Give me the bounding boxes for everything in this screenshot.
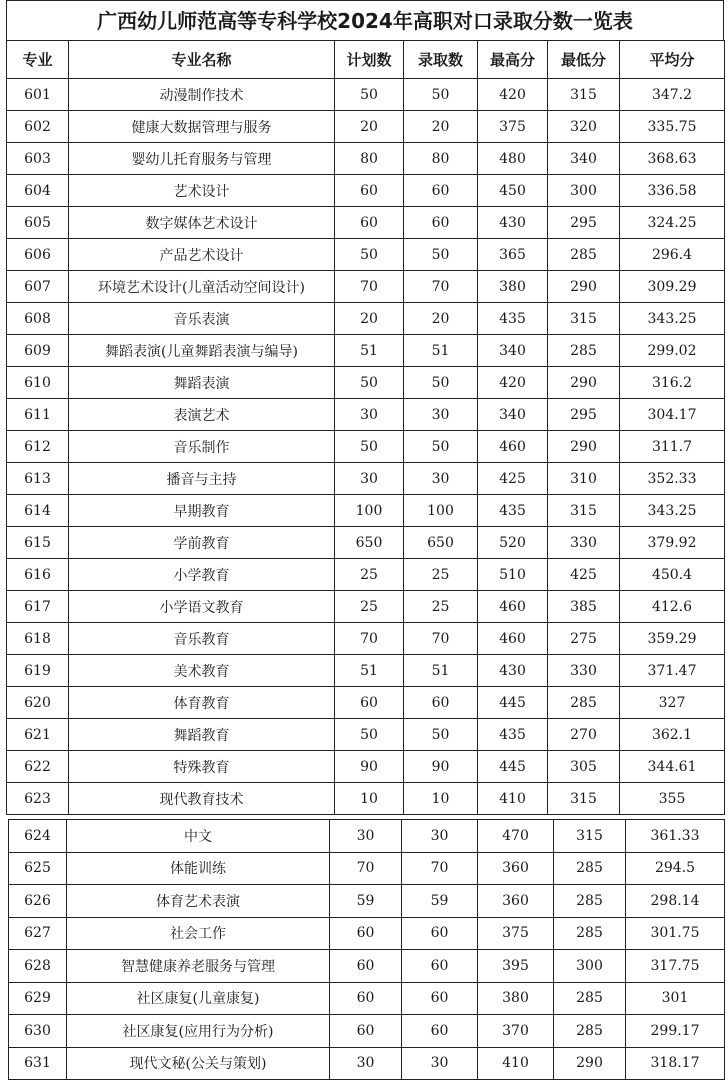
min-score-cell: 285 [548,335,620,367]
table-row [7,623,725,655]
table-row [7,783,725,815]
max-score-cell: 380 [478,982,554,1015]
min-score-cell: 290 [548,271,620,303]
admitted-count-cell: 50 [404,79,478,111]
major-name-cell: 智慧健康养老服务与管理 [67,950,330,983]
admitted-count-cell: 50 [404,367,478,399]
min-score-cell: 285 [554,885,626,918]
admitted-count-cell: 25 [404,559,478,591]
max-score-cell: 430 [478,207,548,239]
table-row [7,495,725,527]
major-code-cell: 603 [7,143,69,175]
major-name-cell: 环境艺术设计(儿童活动空间设计) [69,271,335,303]
major-name-cell: 舞蹈表演 [69,367,335,399]
max-score-cell: 450 [478,175,548,207]
admitted-count-cell: 50 [404,719,478,751]
average-score-cell: 318.17 [626,1047,725,1080]
average-score-cell: 324.25 [620,207,725,239]
major-code-cell: 620 [7,687,69,719]
major-code-cell: 614 [7,495,69,527]
min-score-cell: 315 [548,495,620,527]
average-score-cell: 359.29 [620,623,725,655]
table-row [7,719,725,751]
admitted-count-cell: 70 [402,852,478,885]
max-score-cell: 470 [478,820,554,853]
planned-count-cell: 51 [335,335,404,367]
major-code-cell: 613 [7,463,69,495]
admitted-count-cell: 20 [404,111,478,143]
major-name-cell: 音乐表演 [69,303,335,335]
major-name-cell: 体育教育 [69,687,335,719]
major-code-cell: 621 [7,719,69,751]
min-score-cell: 275 [548,623,620,655]
column-header-major-name: 专业名称 [69,41,335,79]
average-score-cell: 379.92 [620,527,725,559]
major-name-cell: 早期教育 [69,495,335,527]
average-score-cell: 304.17 [620,399,725,431]
planned-count-cell: 80 [335,143,404,175]
admitted-count-cell: 60 [404,207,478,239]
admission-table-part-1 [6,40,725,815]
min-score-cell: 385 [548,591,620,623]
column-header-major-code: 专业 [7,41,69,79]
admitted-count-cell: 50 [404,239,478,271]
table-row [9,982,725,1015]
admitted-count-cell: 60 [404,687,478,719]
admitted-count-cell: 30 [404,463,478,495]
major-name-cell: 社会工作 [67,917,330,950]
min-score-cell: 315 [548,79,620,111]
major-code-cell: 615 [7,527,69,559]
min-score-cell: 300 [554,950,626,983]
table-row [7,399,725,431]
average-score-cell: 301 [626,982,725,1015]
min-score-cell: 315 [548,303,620,335]
major-code-cell: 626 [9,885,67,918]
planned-count-cell: 50 [335,431,404,463]
min-score-cell: 295 [548,399,620,431]
planned-count-cell: 30 [330,1047,402,1080]
planned-count-cell: 50 [335,239,404,271]
major-code-cell: 630 [9,1015,67,1048]
admitted-count-cell: 51 [404,655,478,687]
average-score-cell: 294.5 [626,852,725,885]
max-score-cell: 410 [478,783,548,815]
admitted-count-cell: 20 [404,303,478,335]
max-score-cell: 340 [478,399,548,431]
max-score-cell: 340 [478,335,548,367]
average-score-cell: 347.2 [620,79,725,111]
table-row [9,820,725,853]
planned-count-cell: 50 [335,719,404,751]
average-score-cell: 301.75 [626,917,725,950]
min-score-cell: 285 [554,982,626,1015]
max-score-cell: 435 [478,495,548,527]
max-score-cell: 420 [478,79,548,111]
max-score-cell: 375 [478,917,554,950]
max-score-cell: 365 [478,239,548,271]
max-score-cell: 370 [478,1015,554,1048]
max-score-cell: 480 [478,143,548,175]
min-score-cell: 270 [548,719,620,751]
max-score-cell: 425 [478,463,548,495]
max-score-cell: 520 [478,527,548,559]
major-name-cell: 现代教育技术 [69,783,335,815]
planned-count-cell: 60 [330,950,402,983]
major-name-cell: 艺术设计 [69,175,335,207]
average-score-cell: 335.75 [620,111,725,143]
major-name-cell: 社区康复(儿童康复) [67,982,330,1015]
max-score-cell: 460 [478,431,548,463]
min-score-cell: 315 [554,820,626,853]
major-code-cell: 628 [9,950,67,983]
major-code-cell: 609 [7,335,69,367]
average-score-cell: 344.61 [620,751,725,783]
planned-count-cell: 650 [335,527,404,559]
min-score-cell: 305 [548,751,620,783]
column-header-admitted-count: 录取数 [404,41,478,79]
major-code-cell: 612 [7,431,69,463]
average-score-cell: 316.2 [620,367,725,399]
admitted-count-cell: 60 [402,1015,478,1048]
admitted-count-cell: 70 [404,623,478,655]
major-name-cell: 播音与主持 [69,463,335,495]
major-code-cell: 616 [7,559,69,591]
planned-count-cell: 50 [335,367,404,399]
min-score-cell: 290 [548,431,620,463]
table-row [7,79,725,111]
major-code-cell: 611 [7,399,69,431]
table-title: 广西幼儿师范高等专科学校2024年高职对口录取分数一览表 [6,0,724,40]
average-score-cell: 371.47 [620,655,725,687]
major-name-cell: 表演艺术 [69,399,335,431]
admitted-count-cell: 650 [404,527,478,559]
major-code-cell: 608 [7,303,69,335]
planned-count-cell: 60 [330,1015,402,1048]
major-code-cell: 618 [7,623,69,655]
admitted-count-cell: 60 [402,950,478,983]
min-score-cell: 300 [548,175,620,207]
planned-count-cell: 25 [335,591,404,623]
major-name-cell: 数字媒体艺术设计 [69,207,335,239]
average-score-cell: 355 [620,783,725,815]
table-row [7,431,725,463]
major-name-cell: 舞蹈表演(儿童舞蹈表演与编导) [69,335,335,367]
admitted-count-cell: 60 [402,917,478,950]
max-score-cell: 460 [478,591,548,623]
major-code-cell: 624 [9,820,67,853]
max-score-cell: 360 [478,885,554,918]
major-code-cell: 617 [7,591,69,623]
table-row [7,143,725,175]
max-score-cell: 375 [478,111,548,143]
major-code-cell: 629 [9,982,67,1015]
planned-count-cell: 70 [335,623,404,655]
table-row [9,1047,725,1080]
planned-count-cell: 20 [335,111,404,143]
max-score-cell: 420 [478,367,548,399]
major-code-cell: 619 [7,655,69,687]
major-name-cell: 音乐教育 [69,623,335,655]
planned-count-cell: 60 [335,687,404,719]
min-score-cell: 290 [548,367,620,399]
planned-count-cell: 59 [330,885,402,918]
max-score-cell: 445 [478,751,548,783]
table-row [9,950,725,983]
average-score-cell: 362.1 [620,719,725,751]
admitted-count-cell: 60 [402,982,478,1015]
major-name-cell: 学前教育 [69,527,335,559]
admitted-count-cell: 70 [404,271,478,303]
min-score-cell: 285 [554,852,626,885]
planned-count-cell: 60 [330,917,402,950]
table-row [7,239,725,271]
major-code-cell: 610 [7,367,69,399]
planned-count-cell: 51 [335,655,404,687]
major-code-cell: 622 [7,751,69,783]
table-row [7,655,725,687]
admitted-count-cell: 10 [404,783,478,815]
planned-count-cell: 50 [335,79,404,111]
column-header-max-score: 最高分 [478,41,548,79]
average-score-cell: 361.33 [626,820,725,853]
major-name-cell: 特殊教育 [69,751,335,783]
average-score-cell: 299.17 [626,1015,725,1048]
table-row [9,885,725,918]
major-code-cell: 625 [9,852,67,885]
admitted-count-cell: 80 [404,143,478,175]
table-row [7,527,725,559]
column-header-planned-count: 计划数 [335,41,404,79]
major-name-cell: 舞蹈教育 [69,719,335,751]
major-code-cell: 606 [7,239,69,271]
max-score-cell: 510 [478,559,548,591]
planned-count-cell: 30 [335,399,404,431]
major-name-cell: 美术教育 [69,655,335,687]
table-row [7,207,725,239]
table-row [7,687,725,719]
major-name-cell: 音乐制作 [69,431,335,463]
admitted-count-cell: 60 [404,175,478,207]
table-row [9,852,725,885]
planned-count-cell: 100 [335,495,404,527]
average-score-cell: 352.33 [620,463,725,495]
average-score-cell: 317.75 [626,950,725,983]
average-score-cell: 311.7 [620,431,725,463]
average-score-cell: 412.6 [620,591,725,623]
table-row [7,751,725,783]
major-name-cell: 现代文秘(公关与策划) [67,1047,330,1080]
average-score-cell: 296.4 [620,239,725,271]
major-code-cell: 604 [7,175,69,207]
average-score-cell: 299.02 [620,335,725,367]
major-name-cell: 动漫制作技术 [69,79,335,111]
table-row [7,271,725,303]
average-score-cell: 298.14 [626,885,725,918]
max-score-cell: 380 [478,271,548,303]
major-code-cell: 605 [7,207,69,239]
min-score-cell: 310 [548,463,620,495]
max-score-cell: 445 [478,687,548,719]
average-score-cell: 327 [620,687,725,719]
planned-count-cell: 70 [330,852,402,885]
min-score-cell: 315 [548,783,620,815]
min-score-cell: 285 [548,687,620,719]
major-code-cell: 601 [7,79,69,111]
major-name-cell: 体育艺术表演 [67,885,330,918]
planned-count-cell: 20 [335,303,404,335]
major-name-cell: 社区康复(应用行为分析) [67,1015,330,1048]
admitted-count-cell: 25 [404,591,478,623]
major-code-cell: 631 [9,1047,67,1080]
table-row [7,303,725,335]
major-name-cell: 小学教育 [69,559,335,591]
admitted-count-cell: 50 [404,431,478,463]
table-row [9,917,725,950]
column-header-average-score: 平均分 [620,41,725,79]
min-score-cell: 330 [548,527,620,559]
planned-count-cell: 30 [335,463,404,495]
planned-count-cell: 25 [335,559,404,591]
planned-count-cell: 70 [335,271,404,303]
planned-count-cell: 10 [335,783,404,815]
max-score-cell: 410 [478,1047,554,1080]
min-score-cell: 285 [554,1015,626,1048]
major-code-cell: 627 [9,917,67,950]
major-name-cell: 小学语文教育 [69,591,335,623]
planned-count-cell: 60 [335,207,404,239]
average-score-cell: 309.29 [620,271,725,303]
major-code-cell: 623 [7,783,69,815]
major-name-cell: 婴幼儿托育服务与管理 [69,143,335,175]
average-score-cell: 368.63 [620,143,725,175]
min-score-cell: 285 [548,239,620,271]
table-row [9,1015,725,1048]
min-score-cell: 330 [548,655,620,687]
min-score-cell: 295 [548,207,620,239]
table-row [7,591,725,623]
max-score-cell: 435 [478,719,548,751]
max-score-cell: 395 [478,950,554,983]
min-score-cell: 285 [554,917,626,950]
admitted-count-cell: 30 [402,820,478,853]
planned-count-cell: 60 [330,982,402,1015]
min-score-cell: 425 [548,559,620,591]
admission-table-part-2 [8,819,725,1080]
min-score-cell: 340 [548,143,620,175]
min-score-cell: 320 [548,111,620,143]
max-score-cell: 460 [478,623,548,655]
table-row [7,175,725,207]
major-code-cell: 602 [7,111,69,143]
average-score-cell: 343.25 [620,495,725,527]
average-score-cell: 450.4 [620,559,725,591]
admitted-count-cell: 51 [404,335,478,367]
major-name-cell: 产品艺术设计 [69,239,335,271]
admitted-count-cell: 100 [404,495,478,527]
major-name-cell: 健康大数据管理与服务 [69,111,335,143]
admitted-count-cell: 30 [404,399,478,431]
header-row [7,41,725,79]
table-row [7,335,725,367]
major-code-cell: 607 [7,271,69,303]
planned-count-cell: 30 [330,820,402,853]
column-header-min-score: 最低分 [548,41,620,79]
admitted-count-cell: 59 [402,885,478,918]
average-score-cell: 336.58 [620,175,725,207]
table-row [7,559,725,591]
major-name-cell: 体能训练 [67,852,330,885]
min-score-cell: 290 [554,1047,626,1080]
max-score-cell: 435 [478,303,548,335]
admitted-count-cell: 30 [402,1047,478,1080]
table-row [7,367,725,399]
planned-count-cell: 60 [335,175,404,207]
average-score-cell: 343.25 [620,303,725,335]
admitted-count-cell: 90 [404,751,478,783]
major-name-cell: 中文 [67,820,330,853]
max-score-cell: 430 [478,655,548,687]
planned-count-cell: 90 [335,751,404,783]
table-row [7,111,725,143]
max-score-cell: 360 [478,852,554,885]
table-row [7,463,725,495]
